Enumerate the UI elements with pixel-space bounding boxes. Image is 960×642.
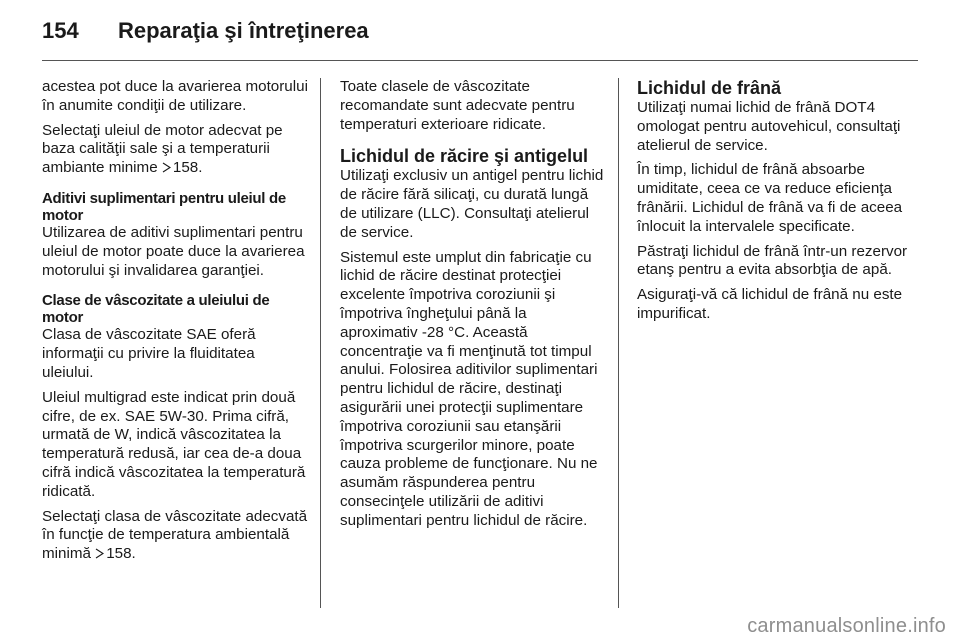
paragraph-text: Selectaţi clasa de vâscozitate adecvată în funcţie de temperatura ambientală minimă [42,507,308,563]
column-divider [320,78,321,608]
paragraph: Toate clasele de vâscozitate recomandate sunt adecvate pentru temperaturi exterioare ridicate. [340,78,575,133]
column-2 [340,78,608,537]
page-number: 154 [42,18,79,43]
page-reference-icon [95,548,104,559]
page-reference-link[interactable]: 158. [172,159,203,177]
paragraph: Sistemul este umplut din fabricaţie cu lichid de răcire destinat protecţiei excelente împotriva coroziunii şi împotriva îngheţului până la aproximativ -28 °C. Această concentraţie va fi menţinută tot timpul anului. Folosirea aditivilor suplimentari pentru lichidul de răcire, destinaţi asigurării unei protecţii suplimentare împotriva coroziunii sau etanşării împotriva scurgerilor minore, poate cauza probleme de funcţionare. Nu ne asumăm răspunderea pentru consecinţele utilizării de aditivi suplimentari pentru lichidul de răcire. [340,248,598,529]
paragraph: Păstraţi lichidul de frână într-un rezervor etanş pentru a evita absorbţia de apă. [637,242,908,279]
section-heading: Aditivi suplimentari pentru uleiul de motor [42,189,286,224]
paragraph: În timp, lichidul de frână absoarbe umiditate, ceea ce va reduce eficienţa frânării. Lichidul de frână va fi de aceea înlocuit la intervalele specificate. [637,161,903,235]
page-reference-link[interactable]: 158. [106,545,136,563]
paragraph: Utilizaţi exclusiv un antigel pentru lichid de răcire fără silicaţi, cu durată lungă de utilizare (LLC). Consultaţi atelierul de service. [340,167,604,241]
page-reference-icon [162,162,171,173]
section-heading: Lichidul de răcire şi antigelul [340,146,589,167]
section-heading: Clase de vâscozitate a uleiului de motor [42,292,270,327]
column-divider [618,78,619,608]
column-1 [42,78,310,570]
column-3 [637,78,912,330]
page-title: Reparaţia şi întreţinerea [118,18,369,43]
watermark: carmanualsonline.info [747,615,946,637]
paragraph: Utilizaţi numai lichid de frână DOT4 omologat pentru autovehicul, consultaţi atelierul de service. [637,99,901,154]
paragraph: Uleiul multigrad este indicat prin două cifre, de ex. SAE 5W-30. Prima cifră, urmată de W, indică vâscozitatea la temperatură redusă, iar cea de-a doua cifră indică vâscozitatea la temperatură ridicată. [42,388,306,500]
page-header [42,14,918,54]
paragraph: acestea pot duce la avarierea motorului în anumite condiţii de utilizare. [42,78,308,114]
header-divider [42,60,918,61]
paragraph: Utilizarea de aditivi suplimentari pentru uleiul de motor poate duce la avarierea motorului şi invalidarea garanţiei. [42,223,305,279]
paragraph: Clasa de vâscozitate SAE oferă informaţii cu privire la fluiditatea uleiului. [42,326,256,381]
paragraph-text: Selectaţi uleiul de motor adecvat pe baza calităţii sale şi a temperaturii ambiante minime [42,121,283,177]
paragraph: Asiguraţi-vă că lichidul de frână nu este impurificat. [637,286,903,322]
paragraph [42,122,310,178]
paragraph [42,508,310,564]
section-heading: Lichidul de frână [637,78,782,98]
